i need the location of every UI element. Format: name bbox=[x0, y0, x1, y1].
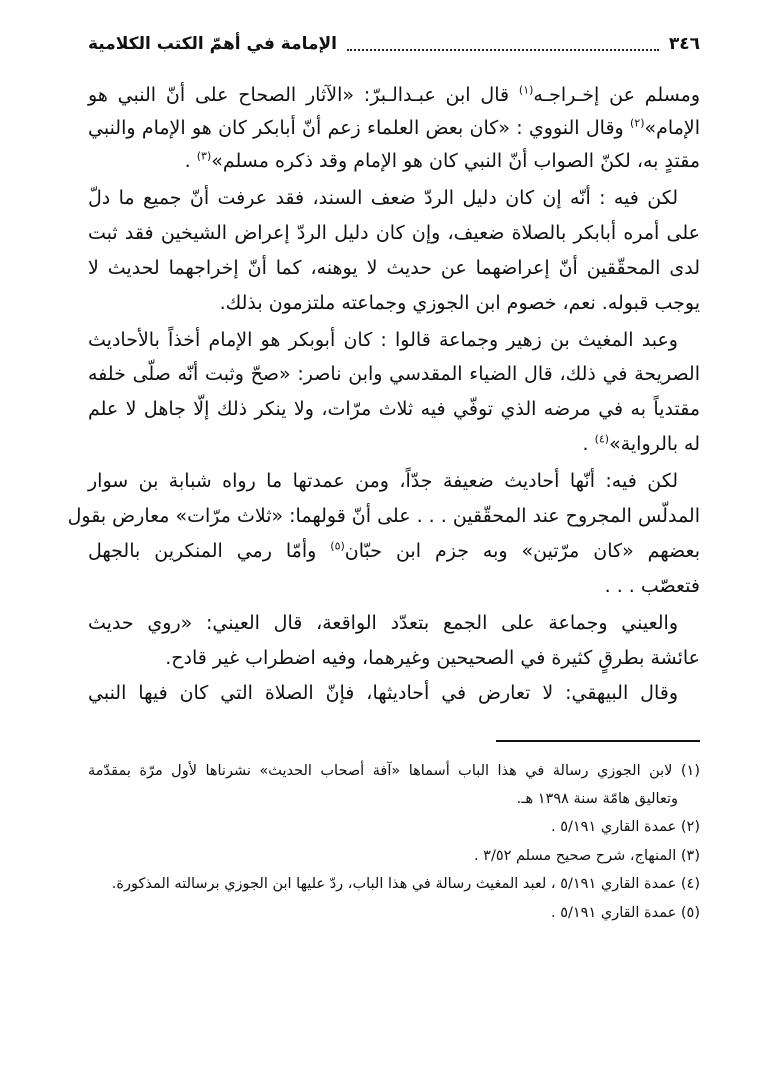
footnote-separator bbox=[496, 740, 700, 742]
text-line: يوجب قبوله. نعم، خصوم ابن الجوزي وجماعته ملتزمون بذلك. bbox=[219, 292, 700, 314]
text-line: والعيني وجماعة على الجمع بتعدّد الواقعة، قال العيني: «روي حديث bbox=[88, 612, 678, 634]
text-line: عائشة بطرقٍ كثيرة في الصحيحين وغيرهما، وفيه اضطراب غير قادح. bbox=[165, 647, 700, 669]
footnote-marker: (٤) bbox=[594, 432, 610, 446]
text-line: ومسلم عن إخـراجـه$^{(١)}$ قال ابن عبـدالـبرّ: «الآثار الصحاح على أنّ النبي هو bbox=[88, 83, 700, 106]
footnote-marker: (١) bbox=[518, 83, 534, 97]
footnote: (٥) عمدة القاري ٥/١٩١ . bbox=[550, 905, 700, 921]
footnote: وتعاليق هامّة سنة ١٣٩٨ هـ. bbox=[516, 791, 678, 807]
footnote: (٣) المنهاج، شرح صحيح مسلم ٣/٥٢ . bbox=[473, 848, 700, 864]
text-line: بعضهم «كان مرّتين» وبه جزم ابن حبّان$^{(٥)}$ وأمّا رمي المنكرين بالجهل bbox=[88, 539, 700, 562]
footnote: (١) لابن الجوزي رسالة في هذا الباب أسماها «آفة أصحاب الحديث» نشرناها لأول مرّة بمقدّمة bbox=[88, 763, 700, 779]
text-line: مقتدٍ به، لكنّ الصواب أنّ النبي كان هو الإمام وقد ذكره مسلم»$^{(٣)}$ . bbox=[184, 149, 700, 172]
footnote: (٤) عمدة القاري ٥/١٩١ ، لعبد المغيث رسالة في هذا الباب، ردّ عليها ابن الجوزي برسالته المذكورة. bbox=[111, 876, 700, 892]
footnote: (٢) عمدة القاري ٥/١٩١ . bbox=[550, 819, 700, 835]
running-header bbox=[88, 34, 700, 54]
footnote-marker: (٣) bbox=[196, 149, 212, 163]
text-line: المدلّس المجروح عند المحقّقين . . . على أنّ قولهما: «ثلاث مرّات» معارض بقول bbox=[67, 505, 700, 527]
text-line: لكن فيه: أنّها أحاديث ضعيفة جدّاً، ومن عمدتها ما رواه شبابة بن سوار bbox=[88, 470, 678, 492]
text-line: لدى المحقّقين أنّ إعراضهما عن حديث لا يوهنه، كما أنّ إخراجهما لحديث لا bbox=[88, 257, 700, 279]
text-line: الصريحة في ذلك، قال الضياء المقدسي وابن ناصر: «صحّ وثبت أنّه صلّى خلفه bbox=[88, 363, 700, 385]
leader-dots bbox=[347, 37, 659, 51]
text-line: على أمره أبابكر بالصلاة ضعيف، وإن كان دليل الردّ إعراض الشيخين فقد ثبت bbox=[88, 222, 700, 244]
text-line: له بالرواية»$^{(٤)}$ . bbox=[582, 432, 700, 455]
page-number: ٣٤٦ bbox=[668, 34, 700, 54]
text-line: وعبد المغيث بن زهير وجماعة قالوا : كان أبوبكر هو الإمام أخذاً بالأحاديث bbox=[88, 329, 678, 351]
text-line: فتعصّب . . . bbox=[604, 575, 700, 597]
text-line: الإمام»$^{(٢)}$ وقال النووي : «كان بعض العلماء زعم أنّ أبابكر كان هو الإمام والنبي bbox=[88, 116, 700, 139]
text-line: وقال البيهقي: لا تعارض في أحاديثها، فإنّ الصلاة التي كان فيها النبي bbox=[88, 682, 678, 704]
text-line: لكن فيه : أنّه إن كان دليل الردّ ضعف السند، فقد عرفت أنّ جميع ما دلّ bbox=[88, 187, 678, 209]
footnote-marker: (٢) bbox=[630, 116, 645, 130]
footnote-marker: (٥) bbox=[330, 539, 345, 553]
running-title: الإمامة في أهمّ الكتب الكلامية bbox=[88, 34, 337, 54]
text-line: مقتدياً به في مرضه الذي توفّي فيه ثلاث مرّات، ولا ينكر ذلك إلّا جاهل لا علم bbox=[88, 398, 700, 420]
